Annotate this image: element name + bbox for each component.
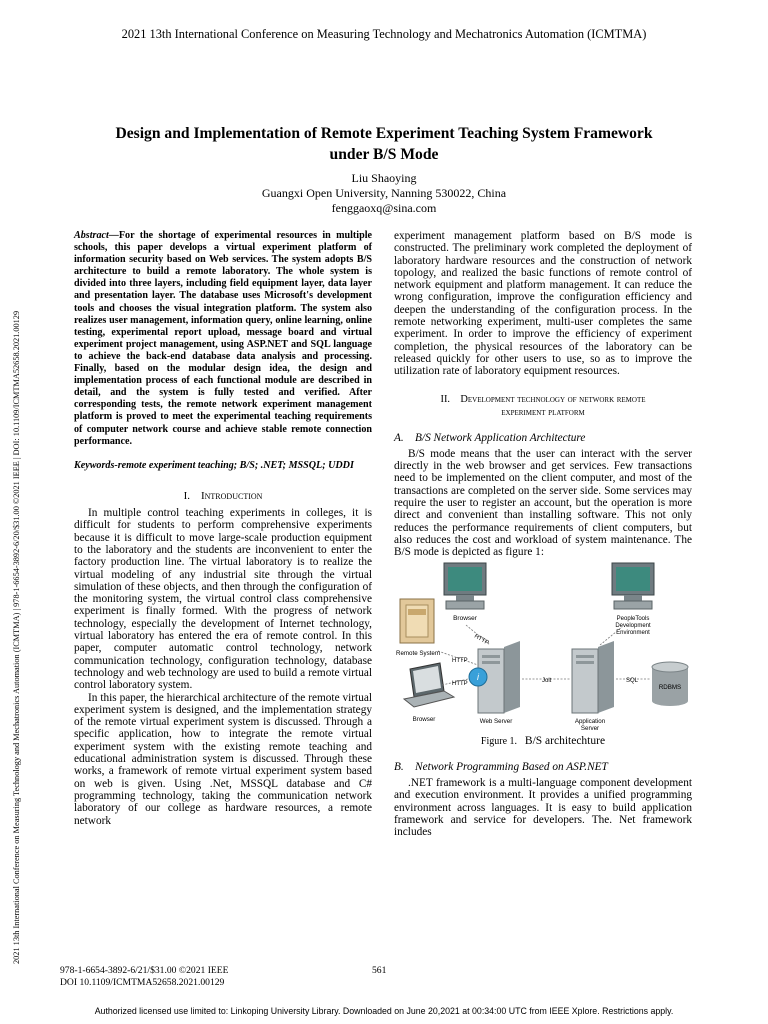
title-line-1: Design and Implementation of Remote Experiment Teaching System Framework (115, 125, 653, 142)
subsection-b-paragraph: .NET framework is a multi-language component development and execution environment. It provides a unified programming environment across languages. It is easy to build application framework and service for developers. The. Net framework includes (394, 777, 692, 839)
fig-label-peopletools-2: Development (615, 622, 651, 629)
figure-diagram (394, 561, 692, 731)
section-title-line-2: experiment platform (501, 406, 585, 418)
laptop-icon (404, 663, 454, 707)
cabinet-icon (400, 599, 434, 643)
section-heading-introduction (74, 490, 372, 502)
abstract-label: Abstract— (74, 230, 119, 241)
section-number: II. (440, 393, 451, 405)
author-name: Liu Shaoying (351, 171, 417, 185)
section-title: Introduction (200, 489, 263, 502)
figure-caption-text: B/S architechture (524, 734, 606, 747)
subsection-heading-a (394, 432, 692, 444)
monitor-icon (444, 563, 486, 609)
keywords: Keywords-remote experiment teaching; B/S; .NET; MSSQL; UDDI (74, 459, 354, 471)
footer-doi: DOI 10.1109/ICMTMA52658.2021.00129 (60, 976, 225, 988)
figure-bs-architecture (394, 561, 692, 731)
fig-label-browser-top: Browser (453, 614, 477, 622)
conference-header: 2021 13th International Conference on Measuring Technology and Mechatronics Automation (ICMTMA) (121, 27, 647, 41)
application-server-icon (572, 641, 614, 713)
figure-caption-number: Figure 1. (480, 735, 518, 747)
intro-paragraph-2: In this paper, the hierarchical architecture of the remote virtual experiment system is designed, and the implementation strategy of the remote virtual experiment system is discussed. Through a specific application, how to integrate the remote virtual experiment system with the existing remote teaching and educational administration system is discussed. Through these works, a framework of remote virtual experiment system based on web is given. Using .Net, MSSQL database and C# programming technology, taking the communication network laboratory of our college as hardware resources, a remote network (74, 691, 372, 827)
monitor-icon (612, 563, 654, 609)
fig-label-web-server: Web Server (479, 717, 513, 725)
side-doi-text: 2021 13th International Conference on Measuring Technology and Mechatronics Automation (ICMTMA) | 978-1-6654-3892-6/20/$31.00 ©2021 IEEE | DOI: 10.1109/ICMTMA52658.2021.00129 (12, 310, 21, 964)
fig-label-peopletools-3: Environment (616, 629, 650, 636)
subsection-title: B/S Network Application Architecture (415, 431, 586, 444)
web-server-icon (469, 641, 520, 713)
right-column (394, 230, 692, 839)
fig-label-app-server-1: Application (574, 717, 606, 725)
fig-label-http-3: HTTP (452, 680, 468, 687)
subsection-a-paragraph: B/S mode means that the user can interact with the server directly in the web browser and get services. Few transactions need to be implemented on the client computer, and most of the transactions are completed on the server side. Some services may require the user to register an account, but the operation is more direct and convenient than installing software. This not only reduces the performance requirements of client computers, but also reduces the cost and workload of system maintenance. The B/S mode is depicted as figure 1: (394, 447, 692, 559)
fig-label-app-server-2: Server (580, 724, 600, 731)
fig-label-jolt: Jolt (542, 677, 552, 684)
author-affiliation: Guangxi Open University, Nanning 530022, China (261, 186, 507, 200)
fig-label-peopletools-1: PeopleTools (616, 615, 650, 622)
subsection-label: A. (394, 431, 404, 444)
fig-label-rdbms: RDBMS (658, 683, 682, 691)
license-notice: Authorized licensed use limited to: Linkoping University Library. Downloaded on June 20,2021 at 00:34:00 UTC from IEEE Xplore. Restrictions apply. (94, 1006, 674, 1016)
figure-caption (394, 735, 692, 748)
fig-label-browser-bottom: Browser (412, 715, 436, 723)
svg-text:i: i (477, 671, 479, 682)
author-email[interactable]: fenggaoxq@sina.com (331, 201, 437, 215)
fig-label-http-2: HTTP (452, 657, 468, 664)
subsection-title: Network Programming Based on ASP.NET (415, 760, 608, 773)
abstract (74, 230, 372, 448)
intro-paragraph-1: In multiple control teaching experiments in colleges, it is difficult for students to perform comprehensive experiments because it is difficult to move large-scale production equipment to the laboratory and the students are inconvenient to enter the factory production line. The virtual laboratory is to realize the virtual modeling of any industrial site through the virtual simulation of these objects, and then through the configuration of the monitoring system, the virtual control class comprehensive experiment is finally formed. With the progress of network technology, especially the development of Internet technology, virtual laboratory has entered the era of remote control. In this paper, computer automatic control technology, network communication technology, configuration technology, database technology and web technology are used to build a remote virtual control laboratory system. (74, 507, 372, 692)
section-number: I. (183, 489, 190, 502)
page-number: 561 (372, 965, 387, 976)
left-column (74, 230, 372, 827)
footer-copyright (60, 965, 229, 988)
section-heading-development (394, 393, 692, 419)
title-line-2: under B/S Mode (329, 146, 439, 163)
side-doi-strip (12, 104, 22, 964)
subsection-heading-b (394, 761, 692, 773)
fig-label-remote-system: Remote System (395, 649, 441, 657)
author-block (60, 171, 708, 216)
fig-label-http-1: HTTP (473, 633, 490, 647)
abstract-text: For the shortage of experimental resources in multiple schools, this paper develops a virtual experiment platform of information security based on Web services. The system adopts B/S architecture to build a remote laboratory. The whole system is divided into three layers, including field equipment layer, data layer and presentation layer. The database uses Microsoft's development tools and chooses the visual integration platform. The system also realizes user management, information query, online learning, online testing, experimental report upload, message board and virtual experiment project management, using ASP.NET and SQL language to achieve the back-end database data analysis and processing. Finally, based on the modular design idea, the design and implementation process of each functional module are described in detail, and the system is fully tested and verified. After corresponding tests, the remote network experiment management platform is proved to meet the experimental teaching requirements of computer network course and achieve stable remote connection performance. (74, 230, 372, 447)
footer-isbn: 978-1-6654-3892-6/21/$31.00 ©2021 IEEE (60, 965, 229, 976)
section-title-line-1: Development technology of network remote (460, 393, 646, 405)
right-paragraph-1: experiment management platform based on B/S mode is constructed. The preliminary work completed the deployment of laboratory hardware resources and the construction of network topology, and realized the basic functions of remote control of network equipment and platform management. It can reduce the wrong configuration, improve the configuration efficiency and deepen the understanding of the configuration process. In the remote networking experiment, multi-user completes the same experiment. In order to improve the efficiency of experiment completion, the physical resources of the laboratory can be released quickly for other users to use, so as to improve the utilization rate of laboratory equipment resources. (394, 230, 692, 378)
paper-title (60, 123, 708, 165)
subsection-label: B. (394, 760, 404, 773)
fig-label-sql: SQL (626, 677, 639, 684)
